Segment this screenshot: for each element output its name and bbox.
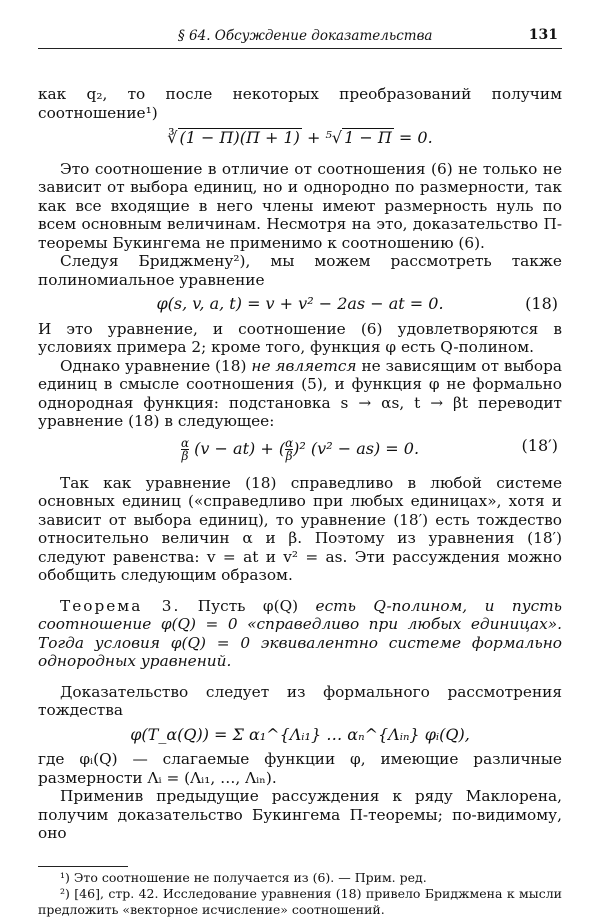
equation-18-prime-number: (18′) bbox=[521, 435, 558, 455]
fraction-alpha-beta-2 bbox=[285, 437, 293, 462]
paragraph-4: И это уравнение, и соотношение (6) удовлетворяются в условиях примера 2; кроме того, функция φ есть Q-полином. bbox=[38, 319, 562, 356]
equation-radicals bbox=[38, 128, 562, 148]
page-number: 131 bbox=[528, 27, 558, 43]
footnote-1: ¹) Это соотношение не получается из (6). — Прим. ред. bbox=[60, 870, 427, 885]
p5-part-a: Однако уравнение (18) bbox=[60, 356, 252, 375]
footnote-rule bbox=[38, 866, 128, 867]
eq3-mid: (v − at) + ( bbox=[189, 438, 286, 458]
eq1-end: = 0. bbox=[393, 128, 433, 147]
paragraph-2: Это соотношение в отличие от соотношения (6) не только не зависит от выбора единиц, но и однородно по размерности, так как все входящие в него члены имеют размерность нуль по всем основным величинам. Несмотря на это, доказательство П-теоремы Букингема не применимо к соотношению (6). bbox=[38, 159, 562, 252]
paragraph-3: Следуя Бриджмену²), мы можем рассмотреть также полиномиальное уравнение bbox=[38, 252, 562, 289]
eq1-plus: + bbox=[301, 128, 326, 147]
fraction-alpha-beta-1 bbox=[181, 437, 189, 462]
paragraph-8: где φᵢ(Q) — слагаемые функции φ, имеющие различные размерности Λᵢ = (Λᵢ₁, …, Λᵢₙ). bbox=[38, 750, 562, 787]
equation-18-body: φ(s, v, a, t) = v + v² − 2as − at = 0. bbox=[156, 294, 444, 313]
equation-identity-body: φ(T_α(Q)) = Σ α₁^{Λᵢ₁} … αₙ^{Λᵢₙ} φᵢ(Q), bbox=[130, 724, 470, 744]
radicand-a: (1 − Π)(Π + 1) bbox=[179, 128, 300, 147]
frac1-den: β bbox=[181, 448, 189, 463]
p5-italic: не является bbox=[251, 356, 357, 375]
paragraph-5 bbox=[38, 357, 562, 431]
body-text bbox=[38, 85, 562, 843]
paragraph-1: как q₂, то после некоторых преобразований получим соотношение¹) bbox=[38, 85, 562, 122]
paragraph-9: Применив предыдущие рассуждения к ряду Маклорена, получим доказательство Букингема П-теоремы; по-видимому, оно bbox=[38, 787, 562, 842]
equation-18-prime bbox=[38, 437, 562, 462]
equation-identity bbox=[38, 726, 562, 745]
page bbox=[38, 26, 562, 843]
theorem-heading: Теорема 3. bbox=[60, 596, 181, 615]
header-title: § 64. Обсуждение доказательства bbox=[178, 28, 433, 44]
equation-18 bbox=[38, 295, 562, 314]
p5-part-b: не зависящим от выбора единиц в смысле соотношения (5), и функция φ не формально однородная функция: подстановка s → αs, t → βt переводит уравнение (18) в следующее: bbox=[38, 356, 563, 430]
footnotes bbox=[38, 866, 562, 918]
frac1-num: α bbox=[180, 435, 190, 450]
equation-18-number: (18) bbox=[525, 294, 558, 313]
footnote-2: ²) [46], стр. 42. Исследование уравнения (18) привело Бриджмена к мысли предложить «векторное исчисление» соотношений. bbox=[38, 886, 562, 917]
radicand-b: 1 − Π bbox=[344, 128, 392, 147]
theorem-part-a: Пусть φ(Q) bbox=[180, 596, 316, 615]
paragraph-6: Так как уравнение (18) справедливо в любой системе основных единиц («справедливо при любых единицах», хотя и зависит от выбора единиц), то уравнение (18′) есть тождество относительно величин α и β. Поэтому из уравнения (18′) следуют равенства: v = at и v² = as. Эти рассуждения можно обобщить следующим образом. bbox=[38, 473, 562, 584]
cube-root-sign: ∛ bbox=[167, 128, 178, 147]
theorem-italic: есть Q-полином, и пусть соотношение φ(Q) = 0 «справедливо при любых единицах». Тогда условия φ(Q) = 0 эквивалентно системе формально однородных уравнений. bbox=[38, 596, 562, 670]
fifth-root-sign: ⁵√ bbox=[325, 128, 343, 147]
frac2-den: β bbox=[285, 448, 293, 463]
eq3-end: )² (v² − as) = 0. bbox=[293, 438, 420, 458]
frac2-num: α bbox=[285, 435, 294, 450]
theorem-3 bbox=[38, 597, 562, 671]
running-header bbox=[38, 26, 562, 49]
paragraph-7: Доказательство следует из формального рассмотрения тождества bbox=[38, 682, 562, 719]
